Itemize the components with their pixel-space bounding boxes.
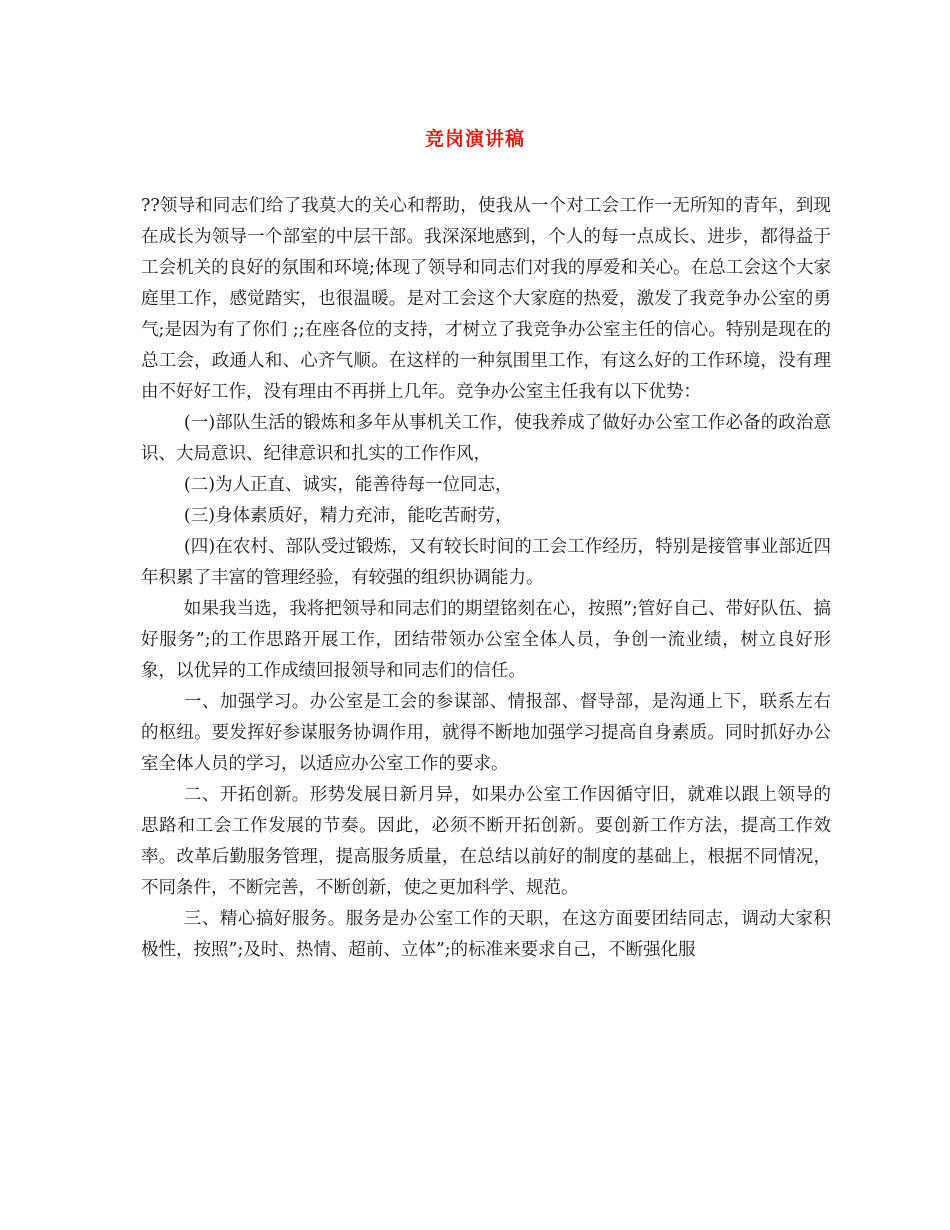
document-title: 竞岗演讲稿 [424, 128, 525, 150]
paragraph-intro: ??领导和同志们给了我莫大的关心和帮助，使我从一个对工会工作一无所知的青年，到现在成长为领导一个部室的中层干部。我深深地感到，个人的每一点成长、进步，都得益于工会机关的良好的氛围和环境;体现了领导和同志们对我的厚爱和关心。在总工会这个大家庭里工作，感觉踏实，也很温暖。是对工会这个大家庭的热爱，激发了我竞争办公室的勇气;是因为有了你们 ;;在座各位的支持，才树立了我竞争办公室主任的信心。特别是现在的总工会，政通人和、心齐气顺。在这样的一种氛围里工作，有这么好的工作环境，没有理由不好好工作，没有理由不再拼上几年。竞争办公室主任我有以下优势： [141, 196, 831, 402]
paragraph-advantage-4: (四)在农村、部队受过锻炼，又有较长时间的工会工作经历，特别是接管事业部近四年积累了丰富的管理经验，有较强的组织协调能力。 [141, 537, 831, 588]
paragraph-plan-service: 三、精心搞好服务。服务是办公室工作的天职，在这方面要团结同志，调动大家积极性，按照”;及时、热情、超前、立体”;的标准来要求自己，不断强化服 [141, 909, 831, 960]
paragraph-advantage-1: (一)部队生活的锻炼和多年从事机关工作，使我养成了做好办公室工作必备的政治意识、大局意识、纪律意识和扎实的工作作风， [141, 413, 831, 464]
paragraph-advantage-2: (二)为人正直、诚实，能善待每一位同志， [183, 475, 513, 495]
document-body [141, 191, 831, 966]
paragraph-plan-innovate: 二、开拓创新。形势发展日新月异，如果办公室工作因循守旧，就难以跟上领导的思路和工会工作发展的节奏。因此，必须不断开拓创新。要创新工作方法，提高工作效率。改革后勤服务管理，提高服务质量，在总结以前好的制度的基础上，根据不同情况，不同条件，不断完善，不断创新，使之更加科学、规范。 [141, 785, 831, 898]
paragraph-if-elected: 如果我当选，我将把领导和同志们的期望铭刻在心，按照”;管好自己、带好队伍、搞好服务”;的工作思路开展工作，团结带领办公室全体人员，争创一流业绩，树立良好形象，以优异的工作成绩回报领导和同志们的信任。 [141, 599, 831, 681]
paragraph-plan-study: 一、加强学习。办公室是工会的参谋部、情报部、督导部，是沟通上下，联系左右的枢纽。要发挥好参谋服务协调作用，就得不断地加强学习提高自身素质。同时抓好办公室全体人员的学习，以适应办公室工作的要求。 [141, 692, 831, 774]
paragraph-advantage-3: (三)身体素质好，精力充沛，能吃苦耐劳， [183, 506, 513, 526]
